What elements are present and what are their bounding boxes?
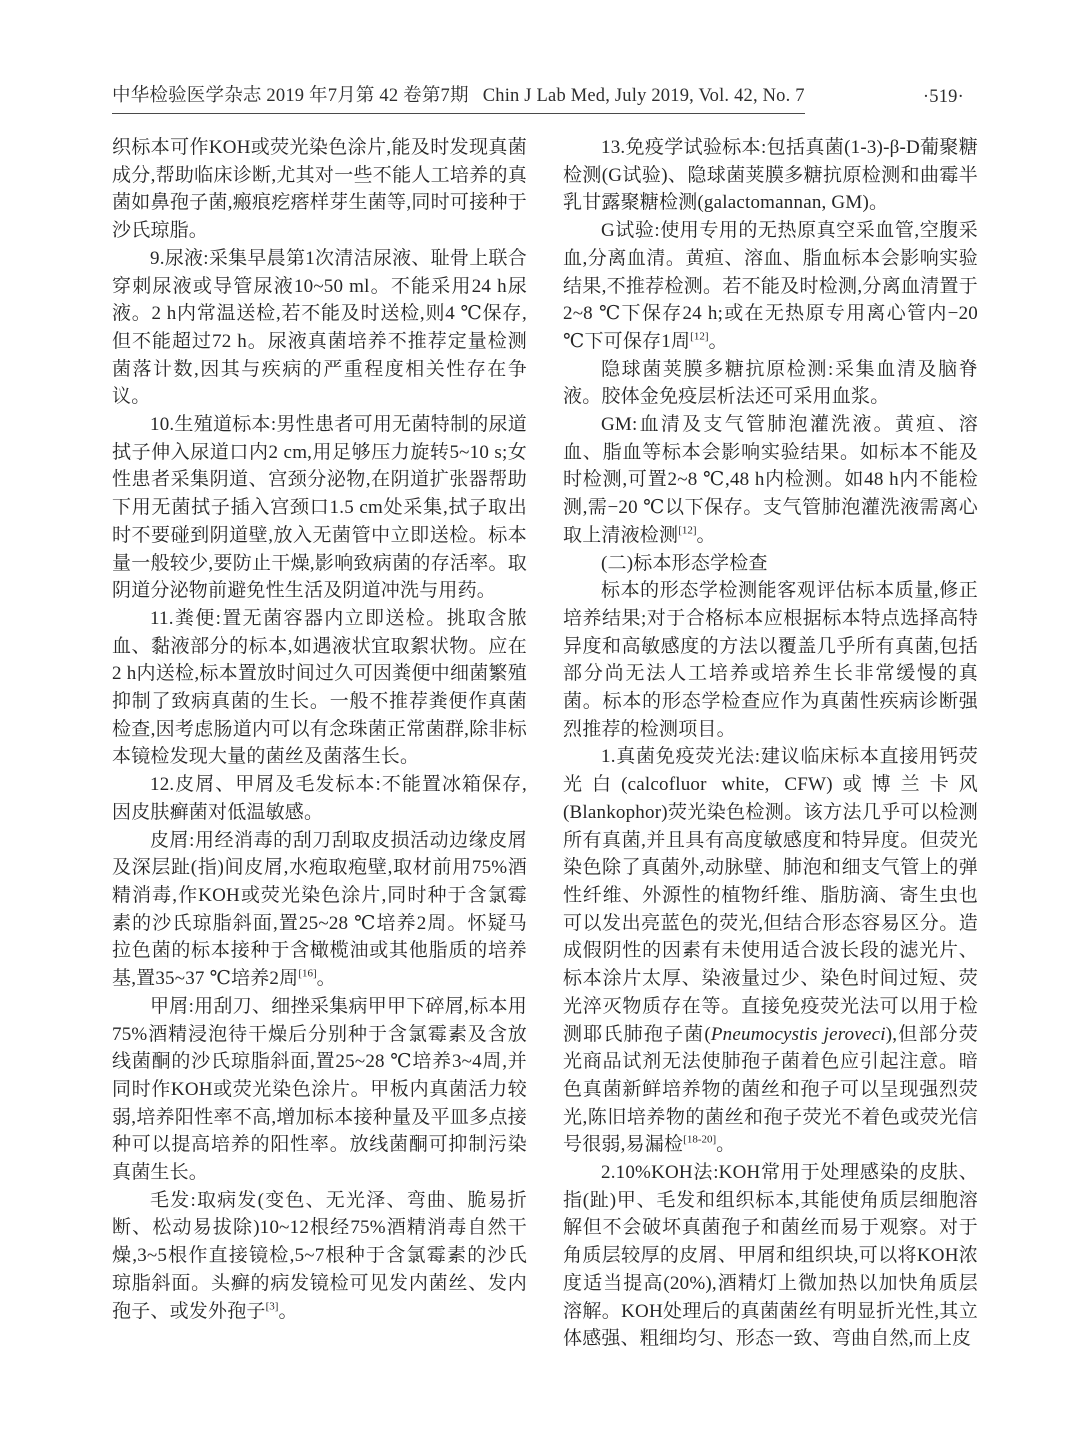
- running-head: [112, 84, 976, 114]
- paragraph: [563, 217, 978, 356]
- page-number: ·519·: [922, 87, 964, 107]
- text-run: 11.粪便:置无菌容器内立即送检。挑取含脓血、黏液部分的标本,如遇液状宜取絮状物。应在2 h内送检,标本置放时间过久可因粪便中细菌繁殖抑制了致病真菌的生长。一般不推荐粪便作真菌检查,因考虑肠道内可以有念珠菌正常菌群,除非标本镜检发现大量的菌丝及菌落生长。: [112, 607, 527, 768]
- paragraph: [112, 605, 527, 771]
- citation-reference: [3]: [265, 1300, 279, 1313]
- species-name-italic: Pneumocystis jeroveci: [710, 1023, 886, 1045]
- text-run: 13.免疫学试验标本:包括真菌(1-3)-β-D葡聚糖检测(G试验)、隐球菌荚膜多糖抗原检测和曲霉半乳甘露聚糖检测(galactomannan, GM)。: [563, 137, 978, 214]
- text-run: GM:血清及支气管肺泡灌洗液。黄疸、溶血、脂血等标本会影响实验结果。如标本不能及时检测,可置2~8 ℃,48 h内检测。如48 h内不能检测,需−20 ℃以下保存。支气管肺泡灌洗液需离心取上清液检测: [563, 414, 978, 546]
- paragraph: [563, 743, 978, 1159]
- paragraph: [112, 411, 527, 605]
- left-column: [112, 134, 527, 1353]
- paragraph: [563, 356, 978, 411]
- paragraph: [112, 771, 527, 826]
- text-run: 甲屑:用刮刀、细挫采集病甲甲下碎屑,标本用75%酒精浸泡待干燥后分别种于含氯霉素及含放线菌酮的沙氏琼脂斜面,置25~28 ℃培养3~4周,并同时作KOH或荧光染色涂片。甲板内真菌活力较弱,培养阳性率不高,增加标本接种量及平皿多点接种可以提高培养的阳性率。放线菌酮可抑制污染真菌生长。: [112, 995, 527, 1184]
- text-run: 。: [708, 330, 728, 352]
- text-run: 毛发:取病发(变色、无光泽、弯曲、脆易折断、松动易拔除)10~12根经75%酒精消毒自然干燥,3~5根作直接镜检,5~7根种于含氯霉素的沙氏琼脂斜面。头癣的病发镜检可见发内菌丝、发内孢子、或发外孢子: [112, 1189, 527, 1322]
- paragraph: [112, 827, 527, 993]
- running-head-journal-info: [112, 84, 805, 114]
- text-run: 标本的形态学检测能客观评估标本质量,修正培养结果;对于合格标本应根据标本特点选择高特异度和高敏感度的方法以覆盖几乎所有真菌,包括部分尚无法人工培养或培养生长非常缓慢的真菌。标本的形态学检查应作为真菌性疾病诊断强烈推荐的检测项目。: [563, 580, 978, 740]
- text-run: 。: [316, 968, 336, 990]
- paragraph: [563, 1159, 978, 1353]
- text-run: 2.10%KOH法:KOH常用于处理感染的皮肤、指(趾)甲、毛发和组织标本,其能使角质层细胞溶解但不会破坏真菌孢子和菌丝而易于观察。对于角质层较厚的皮屑、甲屑和组织块,可以将KOH浓度适当提高(20%),酒精灯上微加热以加快角质层溶解。KOH处理后的真菌菌丝有明显折光性,其立体感强、粗细均匀、形态一致、弯曲自然,而上皮: [563, 1162, 978, 1350]
- paragraph: [112, 245, 527, 411]
- journal-title-cn: 中华检验医学杂志 2019 年7月第 42 卷第7期: [112, 86, 469, 106]
- paragraph: [112, 134, 527, 245]
- paragraph: [563, 411, 978, 550]
- paragraph: [112, 1187, 527, 1326]
- body-text: [112, 134, 978, 1353]
- text-run: 10.生殖道标本:男性患者可用无菌特制的尿道拭子伸入尿道口内2 cm,用足够压力旋转5~10 s;女性患者采集阴道、宫颈分泌物,在阴道扩张器帮助下用无菌拭子插入宫颈口1.5 cm处采集,拭子取出时不要碰到阴道壁,放入无菌管中立即送检。标本量一般较少,要防止干燥,影响致病菌的存活率。取阴道分泌物前避免性生活及阴道冲洗与用药。: [112, 414, 527, 602]
- text-run: 。: [716, 1134, 736, 1156]
- text-run: 12.皮屑、甲屑及毛发标本:不能置冰箱保存,因皮肤癣菌对低温敏感。: [112, 774, 527, 823]
- citation-reference: [12]: [678, 524, 697, 537]
- journal-title-en: Chin J Lab Med, July 2019, Vol. 42, No. 7: [482, 86, 805, 106]
- text-run: 隐球菌荚膜多糖抗原检测:采集血清及脑脊液。胶体金免疫层析法还可采用血浆。: [563, 358, 978, 408]
- text-run: (二)标本形态学检查: [601, 552, 768, 574]
- text-run: G试验:使用专用的无热原真空采血管,空腹采血,分离血清。黄疸、溶血、脂血标本会影响实验结果,不推荐检测。若不能及时检测,分离血清置于2~8 ℃下保存24 h;或在无热原专用离心管内−20 ℃下可保存1周: [563, 220, 978, 352]
- text-run: 。: [696, 524, 716, 546]
- paragraph: [112, 993, 527, 1187]
- text-run: ),但部分荧光商品试剂无法使肺孢子菌着色应引起注意。暗色真菌新鲜培养物的菌丝和孢子可以呈现强烈荧光,陈旧培养物的菌丝和孢子荧光不着色或荧光信号很弱,易漏检: [563, 1023, 979, 1156]
- citation-reference: [18-20]: [683, 1133, 717, 1146]
- text-run: 9.尿液:采集早晨第1次清洁尿液、耻骨上联合穿刺尿液或导管尿液10~50 ml。不能采用24 h尿液。2 h内常温送检,若不能及时送检,则4 ℃保存,但不能超过72 h。尿液真菌培养不推荐定量检测菌落计数,因其与疾病的严重程度相关性存在争议。: [112, 247, 527, 408]
- text-run: 。: [278, 1300, 298, 1322]
- paragraph: [563, 577, 978, 743]
- text-run: 皮屑:用经消毒的刮刀刮取皮损活动边缘皮屑及深层趾(指)间皮屑,水疱取疱壁,取材前用75%酒精消毒,作KOH或荧光染色涂片,同时种于含氯霉素的沙氏琼脂斜面,置25~28 ℃培养2周。怀疑马拉色菌的标本接种于含橄榄油或其他脂质的培养基,置35~37 ℃培养2周: [112, 829, 527, 990]
- citation-reference: [12]: [690, 330, 709, 343]
- citation-reference: [16]: [298, 967, 317, 980]
- paragraph: [563, 134, 978, 217]
- text-run: 1.真菌免疫荧光法:建议临床标本直接用钙荧光白(calcofluor white, CFW)或博兰卡风(Blankophor)荧光染色检测。该方法几乎可以检测所有真菌,并且具有高度敏感度和特异度。但荧光染色除了真菌外,动脉壁、肺泡和细支气管上的弹性纤维、外源性的植物纤维、脂肪滴、寄生虫也可以发出亮蓝色的荧光,但结合形态容易区分。造成假阴性的因素有未使用适合波长段的滤光片、标本涂片太厚、染液量过少、染色时间过短、荧光淬灭物质存在等。直接免疫荧光法可以用于检测耶氏肺孢子菌(: [563, 746, 978, 1045]
- paragraph: [563, 550, 978, 578]
- text-run: 织标本可作KOH或荧光染色涂片,能及时发现真菌成分,帮助临床诊断,尤其对一些不能人工培养的真菌如鼻孢子菌,瘢痕疙瘩样芽生菌等,同时可接种于沙氏琼脂。: [112, 137, 527, 242]
- right-column: [563, 134, 978, 1353]
